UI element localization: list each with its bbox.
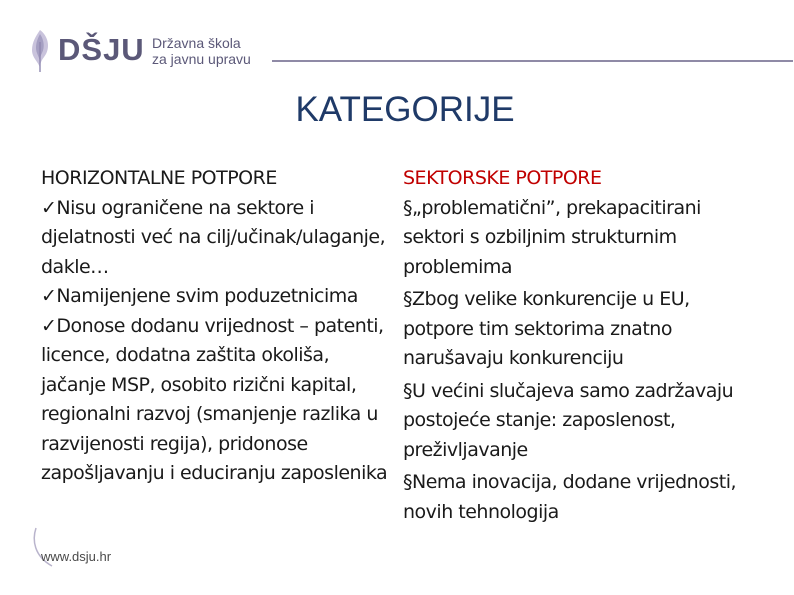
section-bullet-icon: §	[403, 288, 412, 310]
section-bullet-icon: §	[403, 196, 412, 219]
horizontal-aid-item: ✓Donose dodanu vrijednost – patenti, licence, dodatna zaštita okoliša, jačanje MSP, osobito rizični kapital, regionalni razvoj (smanjenje razlika u razvijenosti regija), pridonose zapošljavanju i educiranju zaposlenika	[41, 314, 388, 484]
checkmark-icon: ✓	[41, 196, 57, 219]
footer-website-link[interactable]: www.dsju.hr	[41, 549, 112, 564]
section-bullet-icon: §	[403, 379, 412, 402]
slide-title: KATEGORIJE	[295, 90, 515, 129]
sectoral-aid-item: §Nema inovacija, dodane vrijednosti, novih tehnologija	[403, 471, 737, 523]
horizontal-aid-item: ✓Namijenjene svim poduzetnicima	[41, 285, 358, 307]
sectoral-aid-item: §Zbog velike konkurencije u EU, potpore tim sektorima znatno narušavaju konkurenciju	[403, 288, 690, 369]
sectoral-aid-item: §„problematični”, prekapacitirani sektori s ozbiljnim strukturnim problemima	[403, 196, 701, 278]
horizontal-aid-heading: HORIZONTALNE POTPORE	[41, 167, 277, 189]
horizontal-aid-item: ✓Nisu ograničene na sektore i djelatnosti već na cilj/učinak/ulaganje, dakle…	[41, 196, 386, 278]
section-bullet-icon: §	[403, 471, 412, 493]
logo-subtitle	[152, 35, 251, 67]
header-divider	[272, 60, 793, 62]
checkmark-icon: ✓	[41, 285, 57, 307]
sectoral-aid-column	[403, 164, 763, 527]
logo-subtitle-line2: za javnu upravu	[152, 51, 251, 67]
horizontal-aid-column	[41, 164, 393, 489]
logo-abbreviation: DŠJU	[58, 32, 145, 67]
sectoral-aid-heading: SEKTORSKE POTPORE	[403, 167, 602, 189]
leaf-logo-icon	[28, 28, 52, 72]
sectoral-aid-item: §U većini slučajeva samo zadržavaju postojeće stanje: zaposlenost, preživljavanje	[403, 379, 734, 461]
logo-subtitle-line1: Državna škola	[152, 35, 241, 51]
checkmark-icon: ✓	[41, 314, 57, 337]
